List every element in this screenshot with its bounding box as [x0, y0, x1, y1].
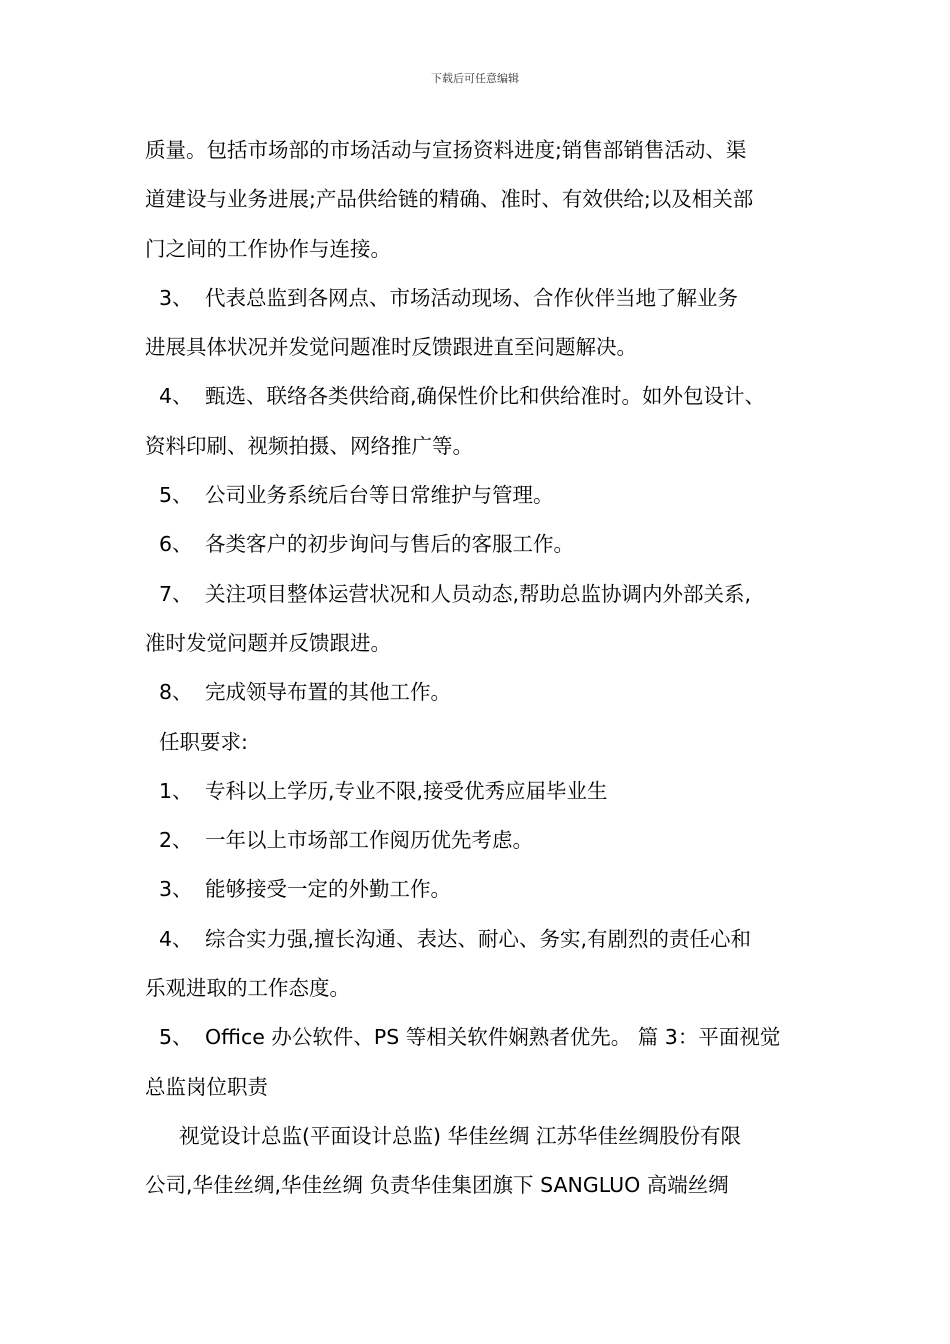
list-item: [145, 374, 825, 423]
item-number: 4、: [159, 384, 193, 409]
item-text: 一年以上市场部工作阅历优先考虑。: [205, 828, 533, 853]
list-item: [145, 769, 825, 818]
item-text: 能够接受一定的外勤工作。: [205, 877, 451, 902]
line-text: 道建设与业务进展;产品供给链的精确、准时、有效供给;以及相关部: [145, 187, 754, 212]
list-item: [145, 473, 825, 522]
item-number: 5、: [159, 483, 193, 508]
item-number: 7、: [159, 581, 193, 606]
item-text: 综合实力强,擅长沟通、表达、耐心、务实,有剧烈的责任心和: [205, 926, 752, 951]
section-heading: [145, 720, 825, 769]
line-text: 门之间的工作协作与连接。: [145, 236, 391, 261]
text-line: [145, 128, 825, 177]
item-text: 完成领导布置的其他工作。: [205, 680, 451, 705]
item-text: 关注项目整体运营状况和人员动态,帮助总监协调内外部关系,: [205, 581, 752, 606]
item-text: 公司业务系统后台等日常维护与管理。: [205, 483, 554, 508]
text-line: [145, 325, 825, 374]
item-text: 代表总监到各网点、市场活动现场、合作伙伴当地了解业务: [205, 285, 738, 310]
list-item: [145, 1015, 825, 1064]
text-line: [145, 177, 825, 226]
item-number: 8、: [159, 680, 193, 705]
line-text: 乐观进取的工作态度。: [145, 976, 350, 1001]
list-item: [145, 572, 825, 621]
heading-text: 任职要求:: [159, 729, 248, 754]
line-text: 质量。包括市场部的市场活动与宣扬资料进度;销售部销售活动、渠: [145, 138, 747, 162]
text-line: [145, 424, 825, 473]
line-text: 视觉设计总监(平面设计总监) 华佳丝绸 江苏华佳丝绸股份有限: [179, 1123, 742, 1148]
text-line: [145, 227, 825, 276]
item-number: 5、: [159, 1025, 193, 1050]
item-number: 2、: [159, 828, 193, 853]
document-body: [145, 128, 825, 1213]
item-number: 4、: [159, 926, 193, 951]
item-number: 1、: [159, 778, 193, 803]
item-number: 3、: [159, 877, 193, 902]
line-text: 公司,华佳丝绸,华佳丝绸 负责华佳集团旗下 SANGLUO 高端丝绸: [145, 1173, 729, 1198]
line-text: 进展具体状况并发觉问题准时反馈跟进直至问题解决。: [145, 335, 637, 360]
text-line: [145, 1065, 825, 1114]
line-text: 总监岗位职责: [145, 1074, 268, 1099]
item-number: 6、: [159, 532, 193, 557]
list-item: [145, 867, 825, 916]
list-item: [145, 522, 825, 571]
item-text: 各类客户的初步询问与售后的客服工作。: [205, 532, 574, 557]
text-line: [145, 966, 825, 1015]
item-number: 3、: [159, 285, 193, 310]
text-line: [145, 621, 825, 670]
page-header: 下载后可任意编辑: [431, 72, 519, 85]
list-item: [145, 276, 825, 325]
text-line: [145, 1163, 825, 1212]
item-text: 甄选、联络各类供给商,确保性价比和供给准时。如外包设计、: [205, 384, 766, 409]
item-text: Office 办公软件、PS 等相关软件娴熟者优先。 篇 3：平面视觉: [205, 1025, 781, 1050]
list-item: [145, 818, 825, 867]
line-text: 准时发觉问题并反馈跟进。: [145, 630, 391, 655]
line-text: 资料印刷、视频拍摄、网络推广等。: [145, 433, 473, 458]
item-text: 专科以上学历,专业不限,接受优秀应届毕业生: [205, 778, 608, 803]
list-item: [145, 670, 825, 719]
paragraph-first-line: [145, 1114, 825, 1163]
list-item: [145, 917, 825, 966]
